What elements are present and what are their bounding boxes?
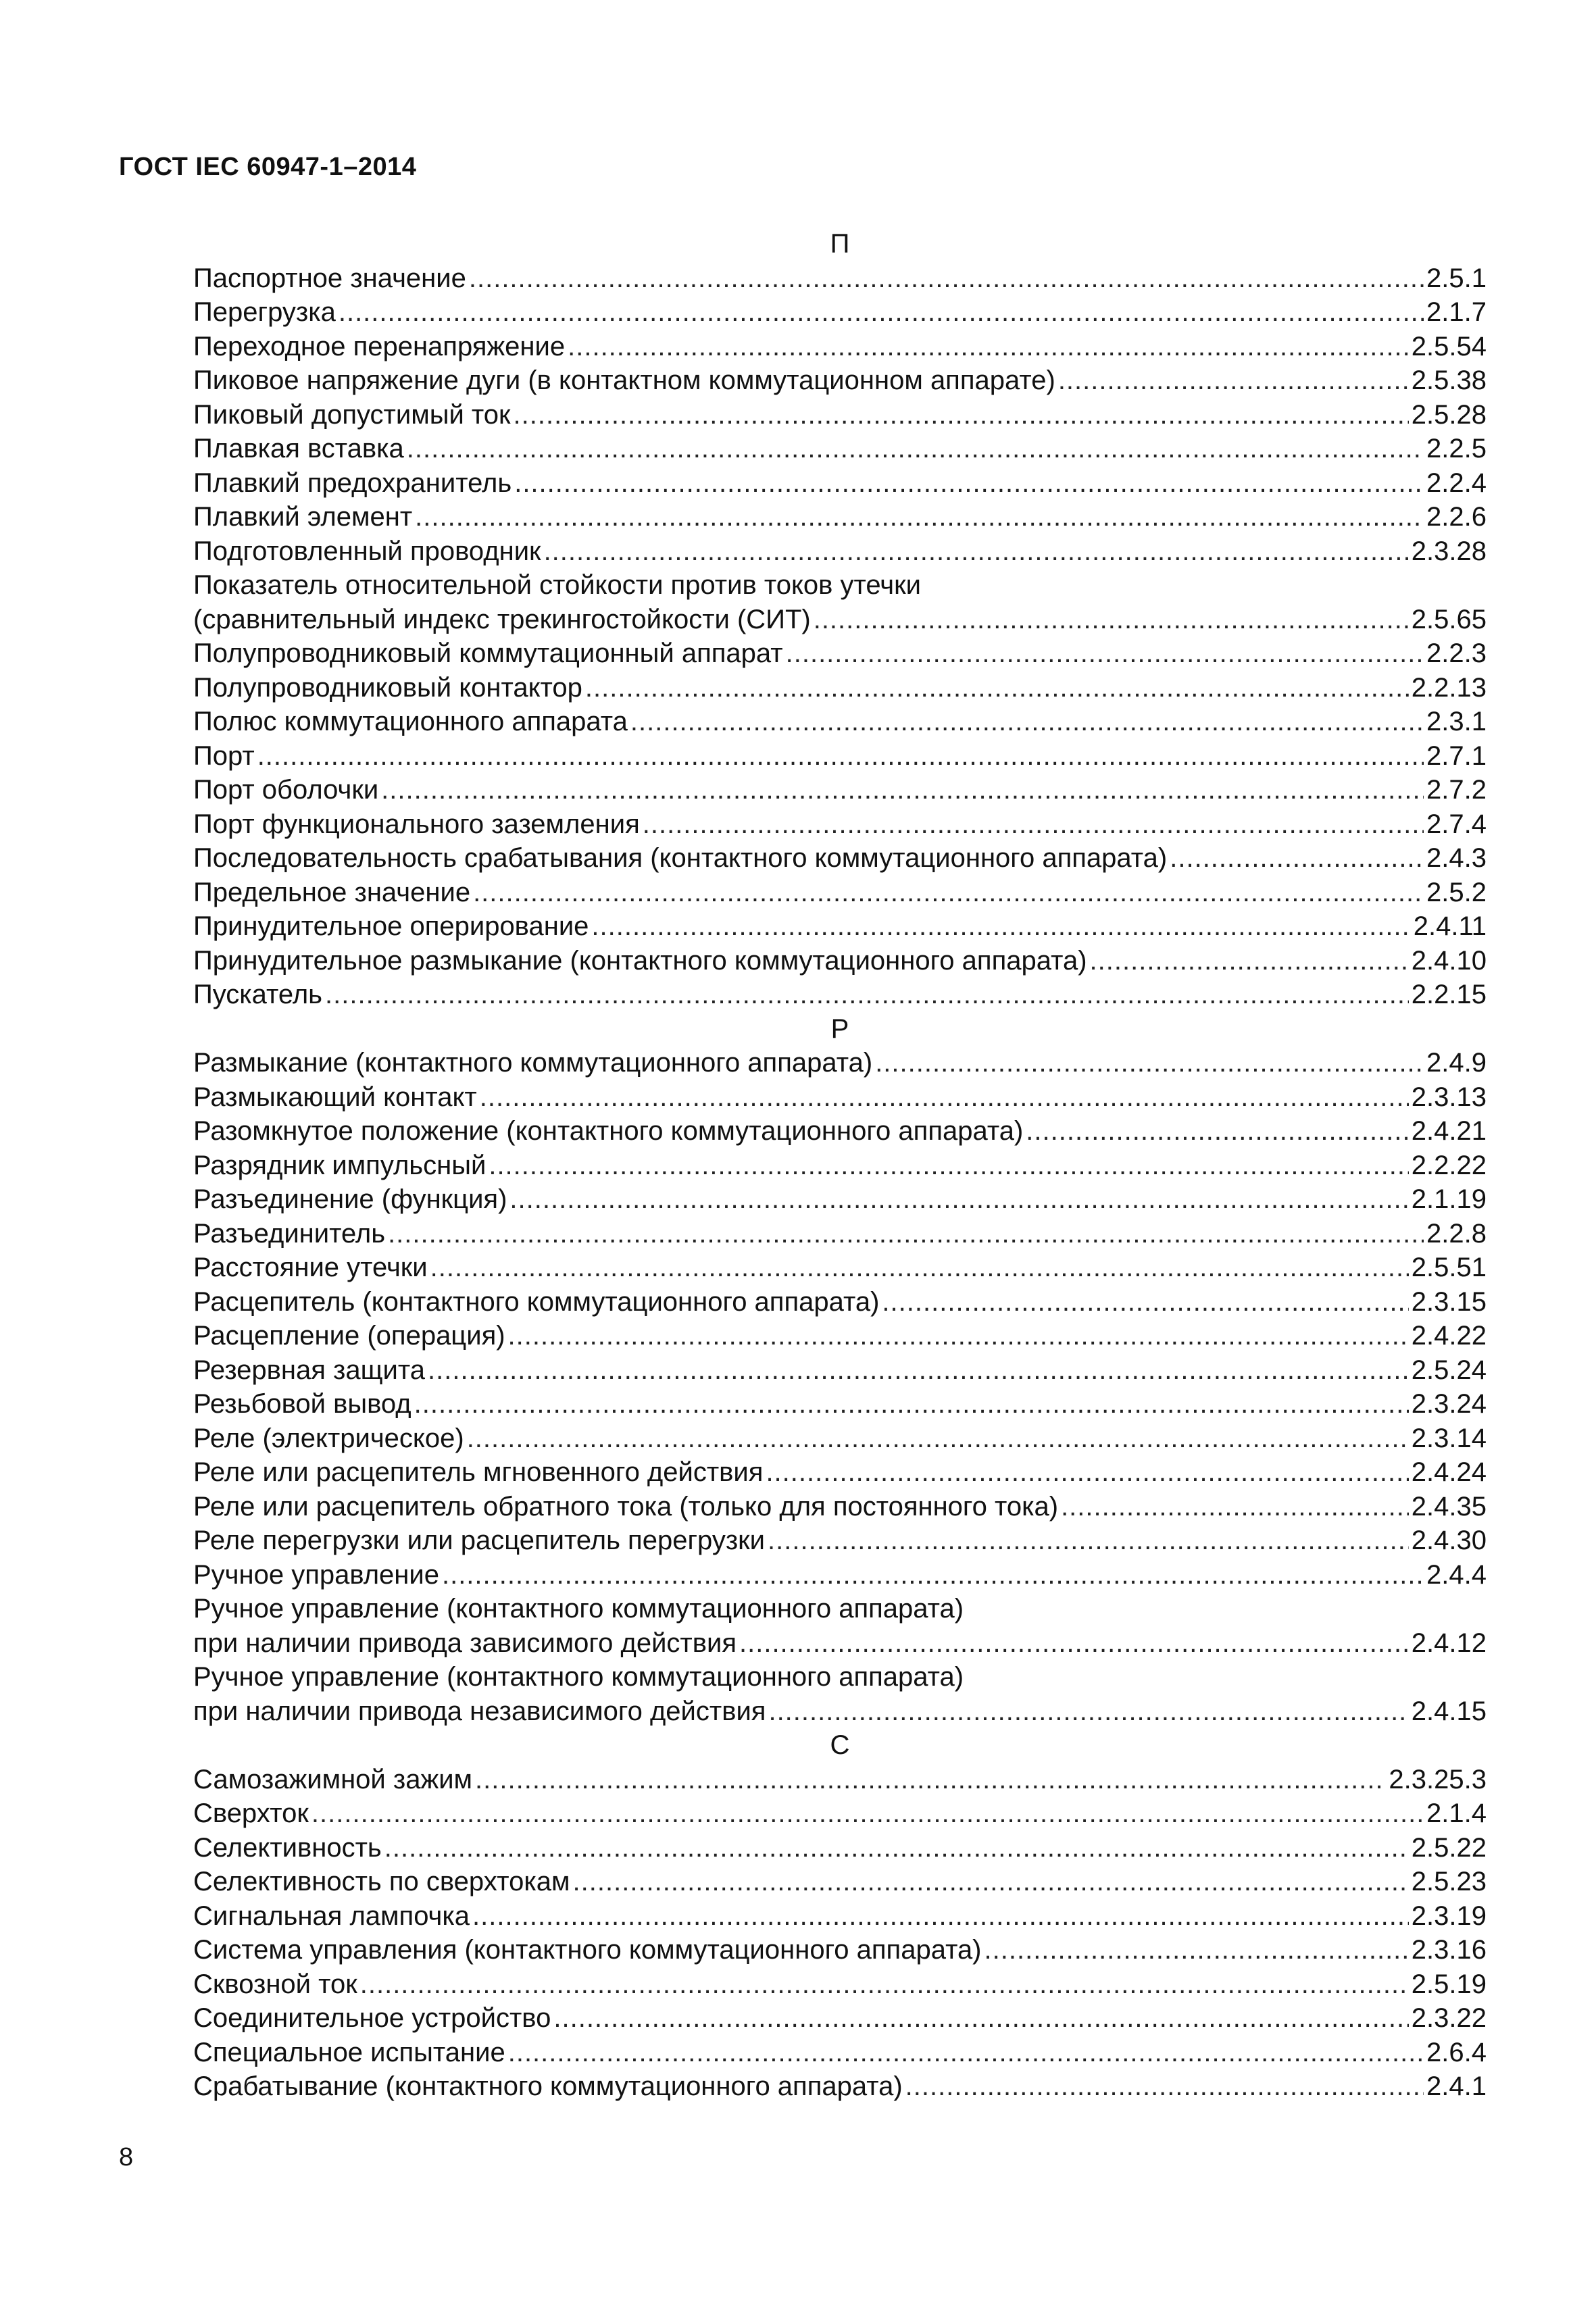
dot-leader [472, 1899, 1409, 1934]
index-reference: 2.1.7 [1426, 297, 1487, 327]
index-term: Последовательность срабатывания (контактного коммутационного аппарата) [193, 843, 1168, 873]
index-reference: 2.1.4 [1426, 1799, 1487, 1828]
index-entry [193, 1182, 1487, 1217]
index-entry [193, 1387, 1487, 1422]
index-reference: 2.5.2 [1426, 877, 1487, 907]
index-reference: 2.4.4 [1426, 1559, 1487, 1590]
document-header: ГОСТ IEC 60947-1–2014 [119, 153, 417, 181]
index-term: при наличии привода зависимого действия [193, 1628, 737, 1658]
dot-leader [508, 1319, 1409, 1353]
index-entry [193, 1353, 1487, 1388]
index-term: Система управления (контактного коммутационного аппарата) [193, 1935, 982, 1965]
index-reference: 2.2.22 [1411, 1150, 1487, 1180]
index-term: (сравнительный индекс трекингостойкости (СИТ) [193, 604, 811, 634]
dot-leader [339, 295, 1424, 330]
dot-leader [442, 1558, 1424, 1592]
index-reference: 2.5.65 [1411, 604, 1487, 634]
dot-leader [553, 2001, 1408, 2036]
dot-leader [384, 1831, 1409, 1865]
index-entry [193, 398, 1487, 432]
dot-leader [508, 2036, 1424, 2070]
index-entry [193, 773, 1487, 807]
dot-leader [630, 705, 1424, 739]
index-reference: 2.4.1 [1426, 2071, 1487, 2101]
index-reference: 2.4.11 [1413, 911, 1487, 941]
index-entry [193, 534, 1487, 569]
index-term: Показатель относительной стойкости против токов утечки [193, 570, 921, 600]
dot-leader [984, 1933, 1409, 1967]
dot-leader [768, 1524, 1409, 1558]
dot-leader [473, 876, 1424, 910]
index-reference: 2.3.14 [1411, 1423, 1487, 1453]
dot-leader [467, 1422, 1409, 1456]
index-term: Ручное управление [193, 1559, 439, 1590]
index-term: Полупроводниковый контактор [193, 672, 582, 703]
index-term: Принудительное размыкание (контактного коммутационного аппарата) [193, 945, 1087, 976]
dot-leader [514, 466, 1424, 501]
dot-leader [568, 330, 1409, 364]
index-reference: 2.4.24 [1411, 1457, 1487, 1487]
dot-leader [1090, 944, 1409, 978]
index-term: Соединительное устройство [193, 2003, 551, 2033]
dot-leader [428, 1353, 1409, 1388]
dot-leader [469, 261, 1424, 296]
index-reference: 2.3.25.3 [1389, 1764, 1487, 1794]
dot-leader [388, 1217, 1424, 1251]
index-reference: 2.4.10 [1411, 945, 1487, 976]
index-entry [193, 1831, 1487, 1865]
index-entry [193, 978, 1487, 1012]
index-reference: 2.7.4 [1426, 809, 1487, 839]
index-entry [193, 1967, 1487, 2002]
index-term: Подготовленный проводник [193, 536, 541, 566]
index-entry [193, 603, 1487, 637]
index-entry [193, 705, 1487, 739]
index-term: Самозажимной зажим [193, 1764, 473, 1794]
index-reference: 2.5.1 [1426, 263, 1487, 293]
index-reference: 2.3.15 [1411, 1286, 1487, 1317]
index-term: Полупроводниковый коммутационный аппарат [193, 638, 783, 668]
index-term: Сквозной ток [193, 1969, 357, 1999]
dot-leader [257, 739, 1424, 774]
dot-leader [591, 909, 1410, 944]
index-term: Селективность по сверхтокам [193, 1867, 570, 1896]
index-term: Резервная защита [193, 1355, 425, 1385]
index-term: Разрядник импульсный [193, 1150, 487, 1180]
index-reference: 2.4.9 [1426, 1048, 1487, 1078]
term-index [193, 227, 1487, 2104]
index-entry [193, 1558, 1487, 1592]
index-reference: 2.2.3 [1426, 638, 1487, 668]
dot-leader [814, 603, 1409, 637]
index-reference: 2.4.30 [1411, 1526, 1487, 1555]
index-term: Порт оболочки [193, 775, 379, 805]
index-term: Паспортное значение [193, 263, 466, 293]
index-entry [193, 1933, 1487, 1967]
index-entry [193, 1763, 1487, 1797]
index-reference: 2.4.15 [1411, 1696, 1487, 1726]
dot-leader [489, 1149, 1408, 1183]
index-reference: 2.7.2 [1426, 775, 1487, 805]
index-term: Расцепление (операция) [193, 1321, 505, 1351]
index-term: Пиковый допустимый ток [193, 399, 511, 430]
dot-leader [407, 432, 1424, 466]
index-entry [193, 330, 1487, 364]
index-reference: 2.4.3 [1426, 843, 1487, 873]
dot-leader [430, 1251, 1409, 1285]
index-entry-first-line [193, 1592, 1487, 1626]
index-entry [193, 432, 1487, 466]
dot-leader [643, 807, 1424, 842]
index-term: Сигнальная лампочка [193, 1901, 470, 1931]
dot-leader [509, 1182, 1408, 1217]
index-term: Разъединитель [193, 1218, 386, 1249]
index-term: Пиковое напряжение дуги (в контактном коммутационном аппарате) [193, 366, 1055, 395]
section-letter: П [830, 229, 850, 259]
index-entry [193, 1626, 1487, 1661]
index-entry [193, 2001, 1487, 2036]
dot-leader [475, 1763, 1386, 1797]
index-term: Резьбовой вывод [193, 1389, 412, 1419]
index-reference: 2.5.28 [1411, 399, 1487, 430]
index-entry [193, 1694, 1487, 1729]
index-entry [193, 807, 1487, 842]
index-entry [193, 636, 1487, 671]
index-entry [193, 739, 1487, 774]
index-entry [193, 1422, 1487, 1456]
index-term: Ручное управление (контактного коммутационного аппарата) [193, 1594, 964, 1624]
index-term: Разъединение (функция) [193, 1184, 507, 1214]
index-reference: 2.3.22 [1411, 2003, 1487, 2033]
index-entry [193, 500, 1487, 534]
index-entry [193, 1046, 1487, 1080]
index-reference: 2.5.38 [1411, 366, 1487, 395]
dot-leader [325, 978, 1409, 1012]
dot-leader [1061, 1490, 1409, 1524]
index-term: при наличии привода независимого действия [193, 1696, 766, 1726]
index-entry [193, 1217, 1487, 1251]
index-reference: 2.2.8 [1426, 1218, 1487, 1249]
index-term: Пускатель [193, 980, 323, 1009]
index-term: Расцепитель (контактного коммутационного аппарата) [193, 1286, 880, 1317]
dot-leader [514, 398, 1409, 432]
dot-leader [573, 1865, 1409, 1899]
index-term: Предельное значение [193, 877, 471, 907]
index-term: Плавкий предохранитель [193, 468, 512, 498]
index-term: Специальное испытание [193, 2037, 505, 2067]
dot-leader [1058, 363, 1409, 398]
index-entry [193, 1285, 1487, 1319]
index-entry [193, 944, 1487, 978]
index-reference: 2.4.21 [1411, 1116, 1487, 1146]
index-reference: 2.2.15 [1411, 980, 1487, 1009]
index-entry [193, 1796, 1487, 1831]
dot-leader [381, 773, 1424, 807]
index-entry [193, 909, 1487, 944]
dot-leader [786, 636, 1424, 671]
dot-leader [882, 1285, 1408, 1319]
index-entry-first-line [193, 568, 1487, 603]
index-term: Сверхток [193, 1799, 309, 1828]
dot-leader [768, 1694, 1408, 1729]
index-reference: 2.4.22 [1411, 1321, 1487, 1351]
index-term: Реле или расцепитель обратного тока (только для постоянного тока) [193, 1491, 1059, 1521]
index-entry [193, 1251, 1487, 1285]
index-term: Порт [193, 740, 255, 771]
index-reference: 2.5.22 [1411, 1832, 1487, 1863]
index-entry [193, 671, 1487, 705]
dot-leader [905, 2069, 1424, 2104]
dot-leader [1026, 1114, 1409, 1149]
index-reference: 2.5.19 [1411, 1969, 1487, 1999]
index-term: Разомкнутое положение (контактного коммутационного аппарата) [193, 1116, 1024, 1146]
dot-leader [739, 1626, 1409, 1661]
index-reference: 2.3.13 [1411, 1082, 1487, 1112]
index-entry [193, 1319, 1487, 1353]
index-term: Переходное перенапряжение [193, 331, 566, 361]
index-reference: 2.3.19 [1411, 1901, 1487, 1931]
index-entry [193, 2069, 1487, 2104]
index-reference: 2.3.28 [1411, 536, 1487, 566]
index-term: Размыкание (контактного коммутационного аппарата) [193, 1048, 873, 1078]
index-entry [193, 1524, 1487, 1558]
dot-leader [360, 1967, 1409, 2002]
index-entry [193, 363, 1487, 398]
index-term: Порт функционального заземления [193, 809, 640, 839]
index-entry [193, 1455, 1487, 1490]
dot-leader [311, 1796, 1424, 1831]
index-term: Реле или расцепитель мгновенного действия [193, 1457, 764, 1487]
index-reference: 2.5.51 [1411, 1253, 1487, 1282]
section-letter: С [830, 1730, 850, 1760]
index-term: Расстояние утечки [193, 1253, 428, 1282]
index-reference: 2.7.1 [1426, 740, 1487, 771]
index-term: Полюс коммутационного аппарата [193, 707, 628, 736]
index-reference: 2.5.24 [1411, 1355, 1487, 1385]
index-reference: 2.4.12 [1411, 1628, 1487, 1658]
index-entry [193, 1865, 1487, 1899]
index-reference: 2.4.35 [1411, 1491, 1487, 1521]
index-term: Срабатывание (контактного коммутационного аппарата) [193, 2071, 903, 2101]
index-term: Селективность [193, 1832, 382, 1863]
index-entry [193, 876, 1487, 910]
index-entry [193, 1490, 1487, 1524]
index-term: Плавкая вставка [193, 434, 404, 463]
index-entry [193, 1899, 1487, 1934]
index-reference: 2.3.24 [1411, 1389, 1487, 1419]
index-entry [193, 1114, 1487, 1149]
index-term: Реле перегрузки или расцепитель перегрузки [193, 1526, 766, 1555]
index-reference: 2.2.6 [1426, 502, 1487, 532]
index-reference: 2.6.4 [1426, 2037, 1487, 2067]
index-reference: 2.1.19 [1411, 1184, 1487, 1214]
index-reference: 2.2.4 [1426, 468, 1487, 498]
index-term: Перегрузка [193, 297, 336, 327]
dot-leader [1170, 841, 1424, 876]
index-reference: 2.3.1 [1426, 707, 1487, 736]
index-term: Ручное управление (контактного коммутационного аппарата) [193, 1662, 964, 1692]
dot-leader [766, 1455, 1408, 1490]
index-reference: 2.3.16 [1411, 1935, 1487, 1965]
dot-leader [480, 1080, 1409, 1115]
index-term: Реле (электрическое) [193, 1423, 464, 1453]
dot-leader [414, 1387, 1409, 1422]
page-number: 8 [119, 2143, 134, 2171]
dot-leader [585, 671, 1409, 705]
index-entry [193, 466, 1487, 501]
index-term: Принудительное оперирование [193, 911, 589, 941]
index-entry [193, 841, 1487, 876]
index-reference: 2.5.23 [1411, 1867, 1487, 1896]
index-reference: 2.2.13 [1411, 672, 1487, 703]
index-term: Размыкающий контакт [193, 1082, 477, 1112]
index-entry [193, 1080, 1487, 1115]
index-reference: 2.2.5 [1426, 434, 1487, 463]
index-entry [193, 2036, 1487, 2070]
index-entry [193, 1149, 1487, 1183]
index-reference: 2.5.54 [1411, 331, 1487, 361]
section-letter: Р [830, 1013, 849, 1044]
index-entry [193, 295, 1487, 330]
index-entry-first-line [193, 1660, 1487, 1694]
index-entry [193, 261, 1487, 296]
index-term: Плавкий элемент [193, 502, 413, 532]
dot-leader [875, 1046, 1424, 1080]
dot-leader [544, 534, 1409, 569]
dot-leader [415, 500, 1424, 534]
